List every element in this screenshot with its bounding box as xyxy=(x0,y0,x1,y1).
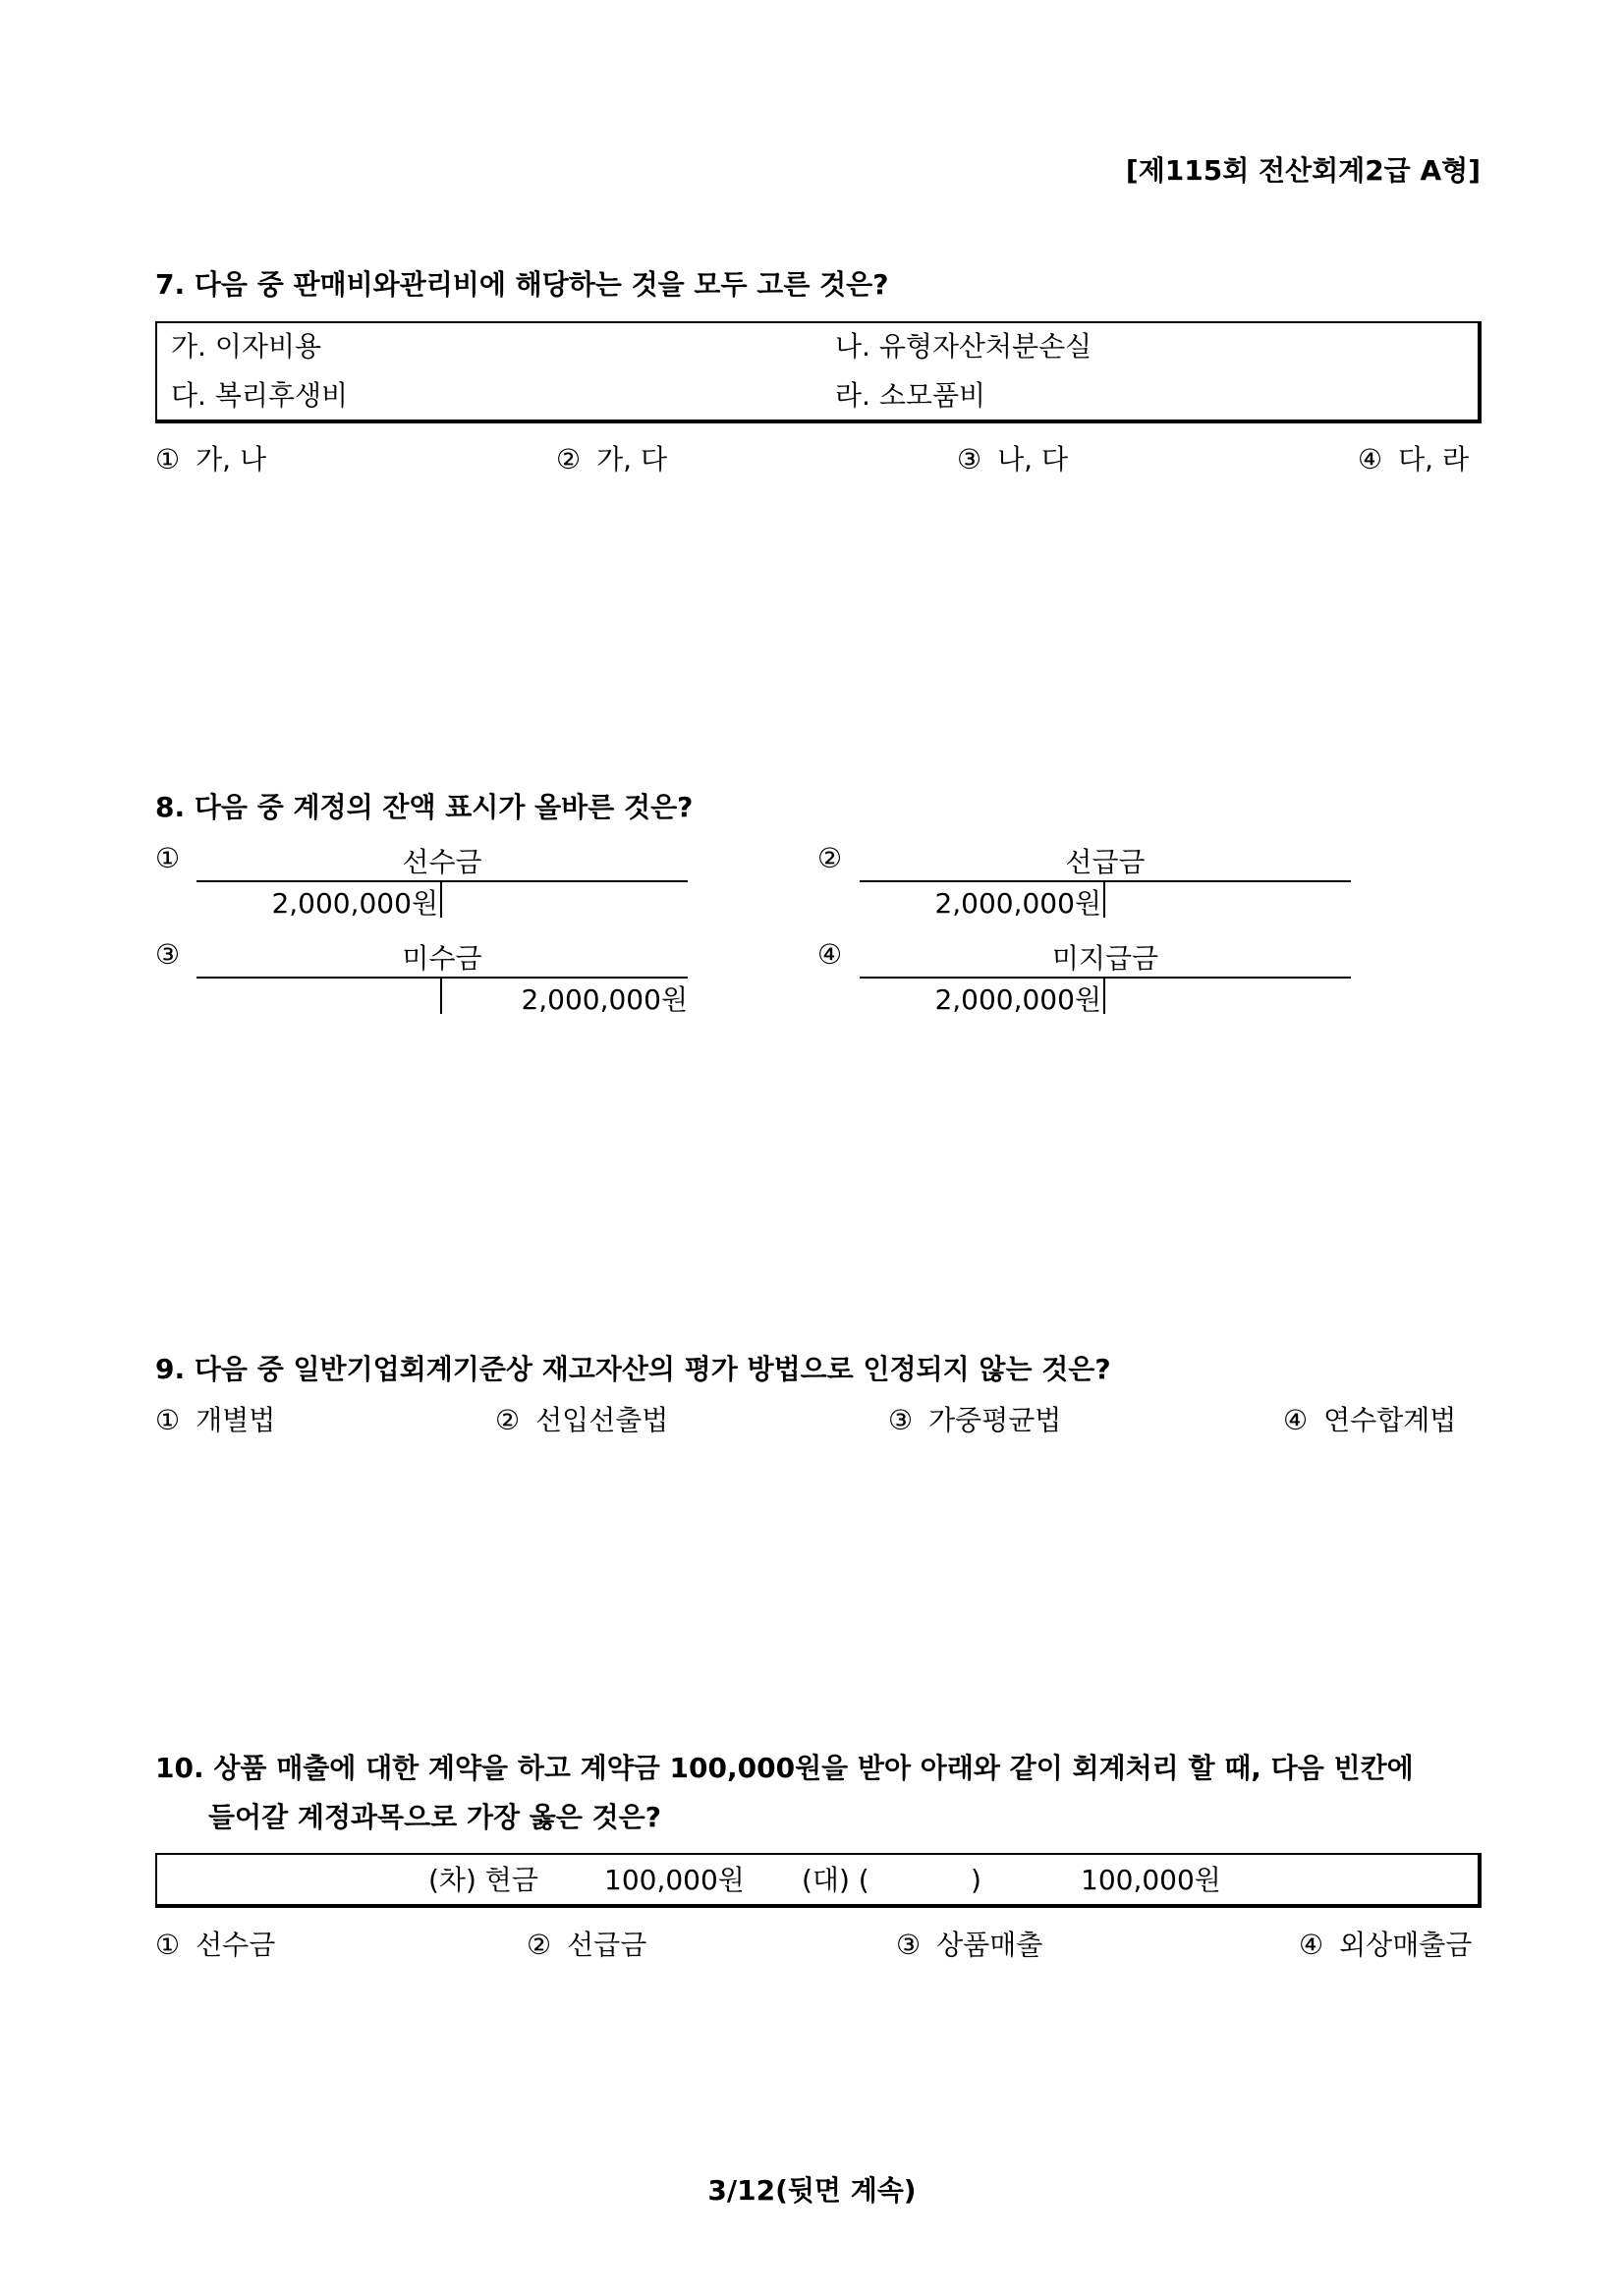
credit-close-paren: ) xyxy=(971,1864,981,1896)
q7-box xyxy=(155,321,1482,423)
q10-option-3[interactable] xyxy=(896,1928,1042,1963)
credit-label: (대) ( xyxy=(802,1864,869,1896)
option-text: 연수합계법 xyxy=(1323,1404,1457,1436)
q8-option-3-number[interactable]: ③ xyxy=(155,938,181,971)
q8-t-account-4 xyxy=(860,937,1351,1055)
q9-option-3[interactable] xyxy=(888,1403,1061,1438)
debit-amount: 100,000원 xyxy=(604,1864,745,1896)
option-text: 가중평균법 xyxy=(928,1404,1062,1436)
option-text: 선입선출법 xyxy=(535,1404,669,1436)
q7-option-3[interactable] xyxy=(957,442,1068,477)
t-account-horizontal-line xyxy=(196,880,688,882)
q7-option-4[interactable] xyxy=(1358,442,1469,477)
account-name: 선수금 xyxy=(402,846,482,878)
account-name: 선급금 xyxy=(1065,846,1146,878)
q10-journal-entry-box xyxy=(155,1853,1482,1908)
credit-amount: 2,000,000원 xyxy=(521,983,688,1016)
option-number: ④ xyxy=(1358,443,1383,476)
q9-option-2[interactable] xyxy=(495,1403,668,1438)
q7-option-1[interactable] xyxy=(155,442,266,477)
option-number: ④ xyxy=(1299,1929,1324,1961)
t-account-vertical-line xyxy=(1103,882,1105,918)
page-number: 3/12(뒷면 계속) xyxy=(707,2174,917,2207)
option-text: 외상매출금 xyxy=(1339,1929,1473,1961)
option-number: ② xyxy=(495,1404,521,1436)
option-text: 가, 나 xyxy=(196,443,267,476)
debit-label: (차) 현금 xyxy=(428,1864,538,1896)
t-account-horizontal-line xyxy=(860,977,1351,979)
q9-title: 9. 다음 중 일반기업회계기준상 재고자산의 평가 방법으로 인정되지 않는 것은? xyxy=(155,1353,1111,1385)
option-number: ① xyxy=(155,1404,181,1436)
option-number: ④ xyxy=(1283,1404,1309,1436)
q7-option-2[interactable] xyxy=(556,442,667,477)
option-text: 선수금 xyxy=(196,1929,276,1961)
q10-option-4[interactable] xyxy=(1299,1928,1472,1963)
option-number: ③ xyxy=(896,1929,922,1961)
q10-title-line-2: 들어갈 계정과목으로 가장 옳은 것은? xyxy=(208,1801,661,1833)
q9-option-1[interactable] xyxy=(155,1403,275,1438)
q7-title: 7. 다음 중 판매비와관리비에 해당하는 것을 모두 고른 것은? xyxy=(155,268,889,301)
q8-title: 8. 다음 중 계정의 잔액 표시가 올바른 것은? xyxy=(155,791,694,823)
q8-option-4-number[interactable]: ④ xyxy=(817,938,843,971)
q7-box-item: 다. 복리후생비 xyxy=(171,379,349,412)
option-number: ③ xyxy=(888,1404,914,1436)
q7-box-item: 나. 유형자산처분손실 xyxy=(835,330,1092,363)
t-account-vertical-line xyxy=(440,882,442,918)
t-account-vertical-line xyxy=(440,979,442,1014)
option-text: 개별법 xyxy=(196,1404,276,1436)
exam-header: [제115회 전산회계2급 A형] xyxy=(1125,154,1481,187)
debit-amount: 2,000,000원 xyxy=(271,887,438,920)
credit-amount: 100,000원 xyxy=(1081,1864,1221,1896)
option-text: 다, 라 xyxy=(1398,443,1470,476)
option-text: 나, 다 xyxy=(997,443,1069,476)
debit-amount: 2,000,000원 xyxy=(934,983,1101,1016)
option-text: 선급금 xyxy=(567,1929,647,1961)
q7-box-item: 가. 이자비용 xyxy=(171,330,322,363)
q9-option-4[interactable] xyxy=(1283,1403,1456,1438)
q8-t-account-3 xyxy=(196,937,688,1055)
debit-amount: 2,000,000원 xyxy=(934,887,1101,920)
option-number: ① xyxy=(155,443,181,476)
option-number: ① xyxy=(155,1929,181,1961)
q8-option-2-number[interactable]: ② xyxy=(817,842,843,874)
q10-title-line-1: 10. 상품 매출에 대한 계약을 하고 계약금 100,000원을 받아 아래와 같이 회계처리 할 때, 다음 빈칸에 xyxy=(155,1752,1414,1784)
t-account-vertical-line xyxy=(1103,979,1105,1014)
t-account-horizontal-line xyxy=(860,880,1351,882)
account-name: 미지급금 xyxy=(1051,942,1159,975)
option-text: 가, 다 xyxy=(596,443,668,476)
option-number: ② xyxy=(556,443,582,476)
q10-option-1[interactable] xyxy=(155,1928,275,1963)
option-text: 상품매출 xyxy=(936,1929,1043,1961)
q8-option-1-number[interactable]: ① xyxy=(155,842,181,874)
q10-option-2[interactable] xyxy=(527,1928,646,1963)
option-number: ② xyxy=(527,1929,552,1961)
option-number: ③ xyxy=(957,443,982,476)
q7-box-item: 라. 소모품비 xyxy=(835,379,986,412)
account-name: 미수금 xyxy=(402,942,482,975)
